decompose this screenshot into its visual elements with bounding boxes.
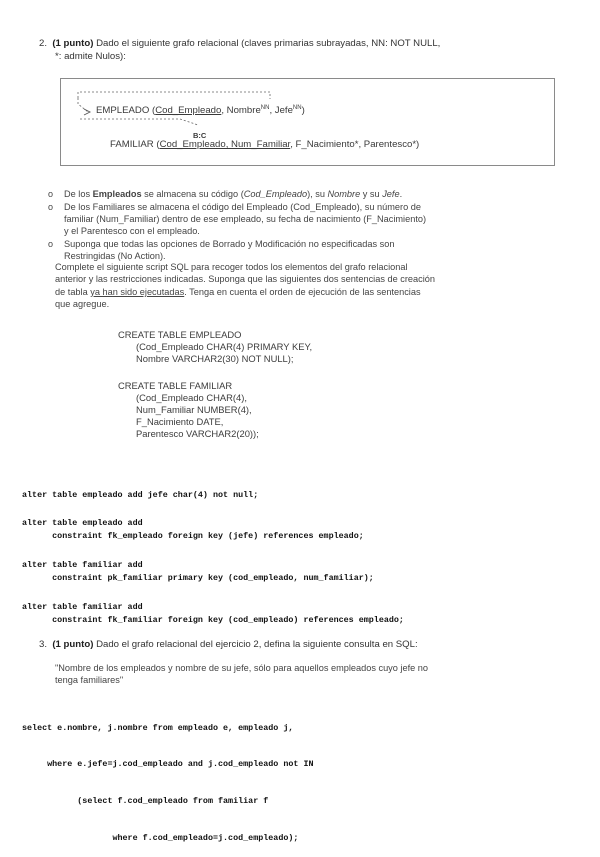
bullet-italic: Nombre — [327, 189, 361, 199]
question-2-number: 2. — [39, 38, 48, 49]
sql-line: Num_Familiar NUMBER(4), — [136, 404, 252, 415]
given-sql-empleado — [118, 329, 312, 365]
sql-line: (Cod_Empleado CHAR(4) PRIMARY KEY, — [136, 341, 313, 352]
answer-3-line: (select f.cod_empleado from familiar f — [22, 796, 269, 807]
bullet-line: familiar (Num_Familiar) dentro de ese empleado, su fecha de nacimiento (F_Nacimiento) — [64, 214, 427, 224]
instructions-underlined: ya han sido ejecutadas — [90, 286, 185, 297]
question-2-text: Dado el siguiente grafo relacional (claves primarias subrayadas, NN: NOT NULL, — [96, 38, 441, 49]
sql-line: F_Nacimiento DATE, — [136, 416, 224, 427]
nn-marker: NN — [260, 105, 270, 111]
instructions-line — [55, 286, 570, 298]
empleado-table-name: EMPLEADO ( — [96, 105, 156, 117]
familiar-attrs: , F_Nacimiento*, Parentesco*) — [290, 139, 420, 150]
instructions-text: . Tenga en cuenta el orden de ejecución de las sentencias — [184, 286, 421, 297]
bullet-text: se almacena su código ( — [141, 189, 244, 199]
bullet-mark: o — [48, 239, 54, 249]
sql-line: CREATE TABLE FAMILIAR — [118, 380, 233, 391]
instructions-line: Complete el siguiente script SQL para recoger todos los elementos del grafo relacional — [55, 262, 408, 272]
instructions-paragraph — [55, 261, 570, 311]
bullet-italic: Jefe — [382, 189, 400, 199]
empleado-close: ) — [301, 105, 305, 117]
answer-2-line-6: alter table familiar add — [22, 602, 143, 612]
answer-3-code — [22, 697, 314, 857]
instructions-text: de tabla — [55, 286, 91, 297]
nn-marker: NN — [292, 105, 302, 111]
answer-3-line: where f.cod_empleado=j.cod_empleado); — [22, 833, 299, 844]
question-3-quote — [55, 662, 585, 687]
bullet-line: De los Familiares se almacena el código del Empleado (Cod_Empleado), su número de — [64, 202, 421, 212]
empleado-primary-key: Cod_Empleado — [155, 105, 222, 117]
sql-line: Parentesco VARCHAR2(20)); — [136, 428, 259, 439]
bullet-empleados — [64, 188, 402, 200]
bullet-text: De los — [64, 189, 93, 199]
sql-line: CREATE TABLE EMPLEADO — [118, 329, 242, 340]
familiar-primary-key: Cod_Empleado, Num_Familiar — [159, 139, 291, 150]
answer-2-line-3: constraint fk_empleado foreign key (jefe) references empleado; — [22, 531, 364, 541]
bullet-text: y su — [360, 189, 383, 199]
answer-2-line-4: alter table familiar add — [22, 560, 143, 570]
answer-3-line: select e.nombre, j.nombre from empleado e, empleado j, — [22, 722, 294, 733]
instructions-line: anterior y las restricciones indicadas. Suponga que las siguientes dos sentencias de creación — [55, 274, 435, 285]
quote-line: tenga familiares" — [55, 675, 124, 686]
question-3-points: (1 punto) — [52, 639, 94, 650]
question-3-heading — [39, 639, 579, 652]
bullet-suponga — [64, 238, 564, 262]
empleado-relation — [96, 105, 305, 116]
sql-line: (Cod_Empleado CHAR(4), — [136, 392, 247, 403]
graph-arrow-icon — [0, 0, 600, 200]
bullet-italic: Cod_Empleado — [243, 189, 308, 199]
answer-2-line-2: alter table empleado add — [22, 518, 143, 528]
given-sql-familiar — [118, 380, 259, 440]
answer-3-line: where e.jefe=j.cod_empleado and j.cod_empleado not IN — [22, 759, 314, 770]
instructions-line: que agregue. — [55, 299, 110, 310]
familiar-table-name: FAMILIAR ( — [110, 139, 160, 150]
question-2-text-line2: *: admite Nulos): — [55, 51, 126, 62]
bullet-familiares — [64, 201, 564, 237]
bullet-line: y el Parentesco con el empleado. — [64, 226, 200, 236]
bullet-mark: o — [48, 202, 54, 212]
question-3-number: 3. — [39, 639, 48, 650]
bullet-mark: o — [48, 189, 54, 199]
empleado-attr-nombre: , Nombre — [221, 105, 261, 117]
answer-2-line-5: constraint pk_familiar primary key (cod_empleado, num_familiar); — [22, 573, 374, 583]
bullet-text: . — [399, 189, 403, 199]
bullet-text: ), su — [307, 189, 328, 199]
question-3-text: Dado el grafo relacional del ejercicio 2, defina la siguiente consulta en SQL: — [96, 639, 418, 650]
bullet-line: Restringidas (No Action). — [64, 251, 166, 261]
quote-line: "Nombre de los empleados y nombre de su jefe, sólo para aquellos empleados cuyo jefe no — [55, 663, 429, 673]
bullet-line: Suponga que todas las opciones de Borrado y Modificación no especificadas son — [64, 239, 395, 249]
empleado-attr-jefe: , Jefe — [269, 105, 293, 117]
familiar-relation — [110, 139, 419, 150]
answer-2-line-7: constraint fk_familiar foreign key (cod_empleado) references empleado; — [22, 615, 404, 625]
sql-line: Nombre VARCHAR2(30) NOT NULL); — [136, 353, 294, 364]
delete-update-label: B:C — [193, 131, 207, 140]
bullet-bold: Empleados — [92, 189, 142, 199]
question-2-points: (1 punto) — [52, 38, 94, 49]
answer-2-line-1: alter table empleado add jefe char(4) not null; — [22, 490, 259, 500]
